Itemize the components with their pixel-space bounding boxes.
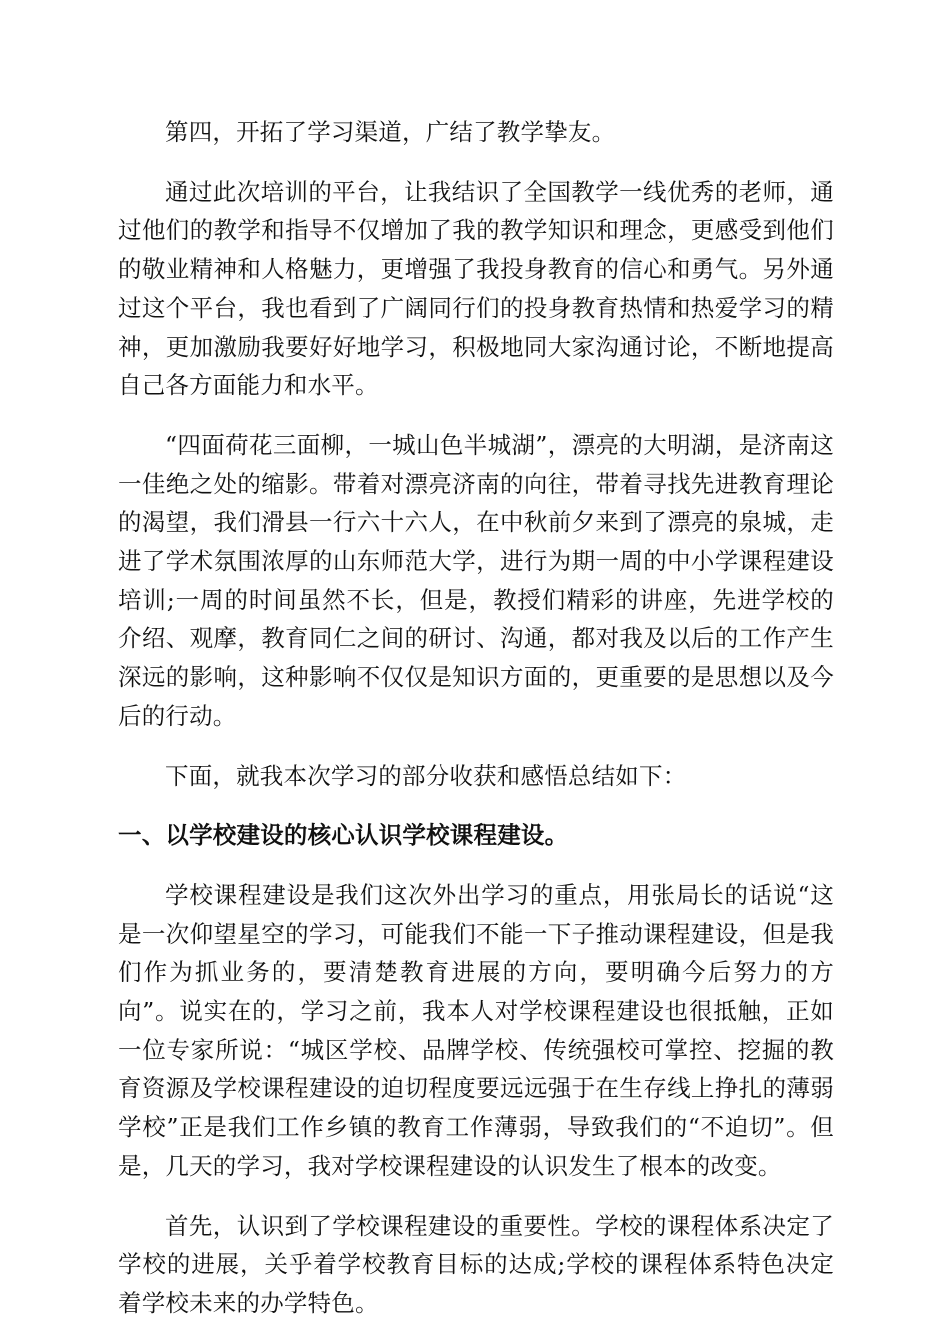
paragraph-gap [118, 405, 834, 426]
section-heading: 一、以学校建设的核心认识学校课程建设。 [118, 821, 569, 850]
paragraph-gap [118, 152, 834, 173]
paragraph-importance: 首先，认识到了学校课程建设的重要性。学校的课程体系决定了学校的进展，关乎着学校教育目标的达成;学校的课程体系特色决定着学校未来的办学特色。 [118, 1211, 834, 1317]
paragraph-gap [118, 1186, 834, 1207]
paragraph-curriculum-construction: 学校课程建设是我们这次外出学习的重点，用张局长的话说“这是一次仰望星空的学习，可能我们不能一下子推动课程建设，但是我们作为抓业务的，要清楚教育进展的方向，要明确今后努力的方向”。说实在的，学习之前，我本人对学校课程建设也很抵触，正如一位专家所说：“城区学校、品牌学校、传统强校可掌控、挖掘的教育资源及学校课程建设的迫切程度要远远强于在生存线上挣扎的薄弱学校”正是我们工作乡镇的教育工作薄弱，导致我们的“不迫切”。但是，几天的学习，我对学校课程建设的认识发生了根本的改变。 [118, 880, 834, 1180]
paragraph-platform: 通过此次培训的平台，让我结识了全国教学一线优秀的老师，通过他们的教学和指导不仅增加了我的教学知识和理念，更感受到他们的敬业精神和人格魅力，更增强了我投身教育的信心和勇气。另外通过这个平台，我也看到了广阔同行们的投身教育热情和热爱学习的精神，更加激励我要好好地学习，积极地同大家沟通讨论，不断地提高自己各方面能力和水平。 [118, 177, 834, 400]
paragraph-channels: 第四，开拓了学习渠道，广结了教学挚友。 [165, 118, 616, 146]
paragraph-gap [118, 736, 834, 757]
document-page [118, 113, 834, 1323]
paragraph-gap [118, 855, 834, 876]
paragraph-gap [118, 795, 834, 816]
paragraph-jinan: “四面荷花三面柳，一城山色半城湖”，漂亮的大明湖，是济南这一佳绝之处的缩影。带着对漂亮济南的向往，带着寻找先进教育理论的渴望，我们滑县一行六十六人，在中秋前夕来到了漂亮的泉城，走进了学术氛围浓厚的山东师范大学，进行为期一周的中小学课程建设培训;一周的时间虽然不长，但是，教授们精彩的讲座，先进学校的介绍、观摩，教育同仁之间的研讨、沟通，都对我及以后的工作产生深远的影响，这种影响不仅仅是知识方面的，更重要的是思想以及今后的行动。 [118, 430, 834, 730]
paragraph-summary-intro: 下面，就我本次学习的部分收获和感悟总结如下： [165, 761, 687, 790]
